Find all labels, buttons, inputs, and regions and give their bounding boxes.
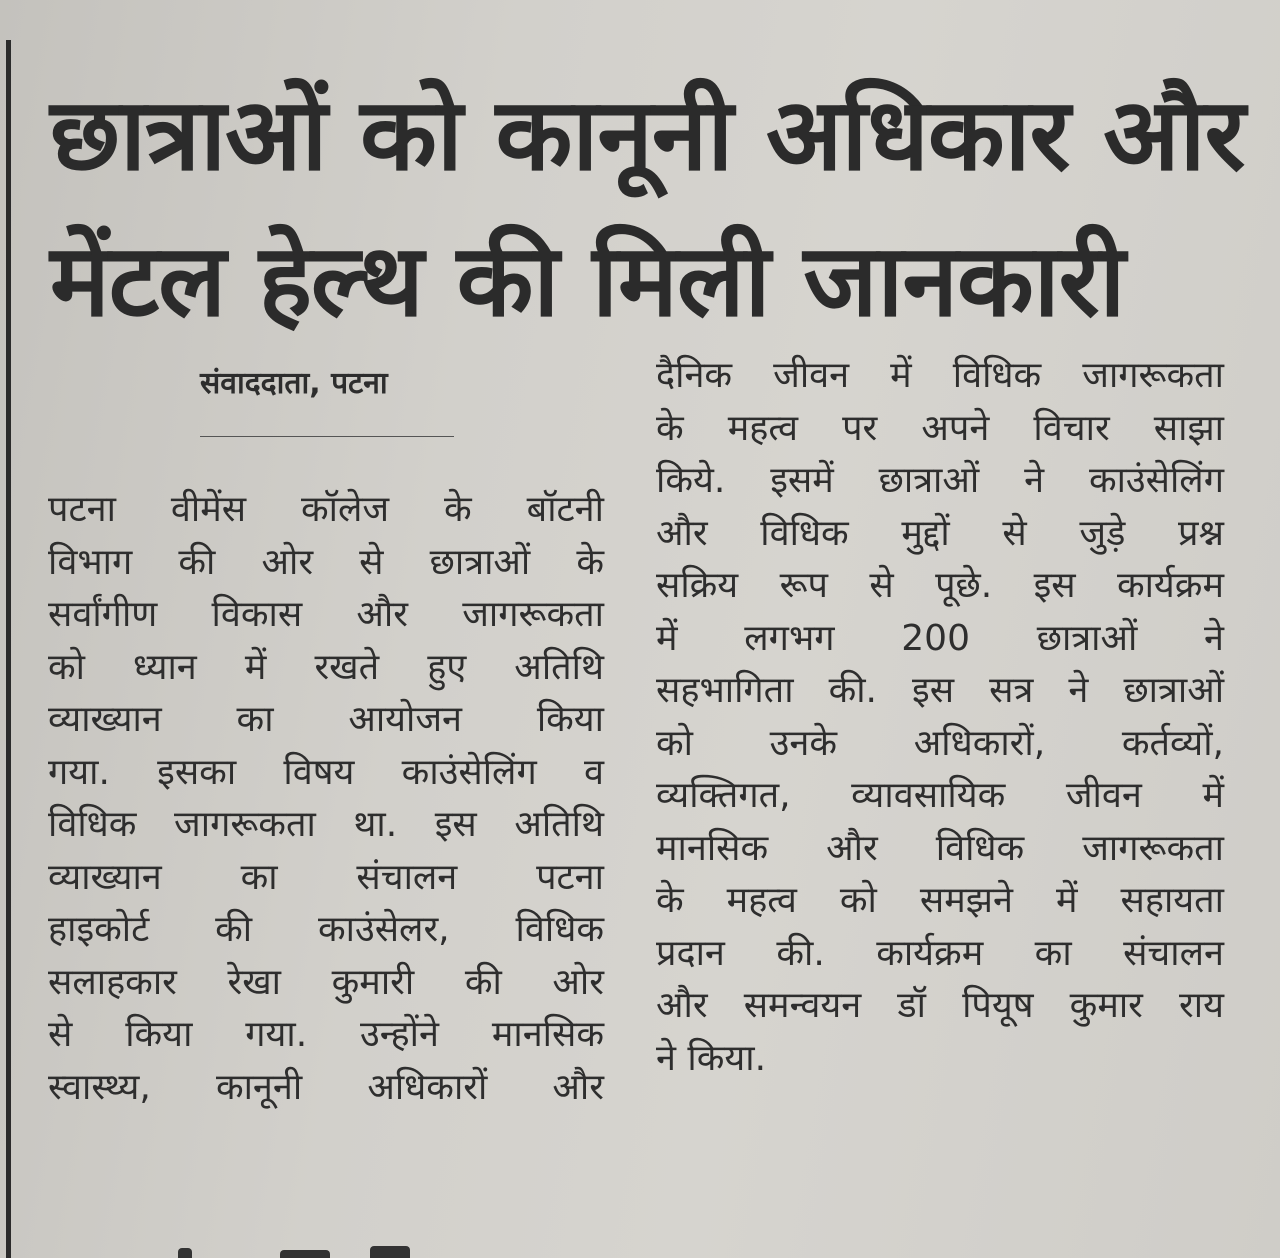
text-line: से किया गया. उन्होंने मानसिक (48, 1014, 604, 1055)
text-line: किये. इसमें छात्राओं ने काउंसेलिंग (656, 460, 1224, 501)
text-line: गया. इसका विषय काउंसेलिंग व (48, 751, 604, 793)
text-line: विधिक जागरूकता था. इस अतिथि (48, 804, 604, 845)
text-line: व्याख्यान का संचालन पटना (48, 856, 604, 898)
text-line: स्वास्थ्य, कानूनी अधिकारों और (48, 1066, 604, 1108)
text-line: ने किया. (656, 1037, 767, 1079)
text-line: के महत्व को समझने में सहायता (656, 880, 1224, 921)
text-line: सक्रिय रूप से पूछे. इस कार्यक्रम (656, 565, 1224, 606)
article-column-left (48, 484, 604, 1114)
byline-underline (200, 436, 454, 437)
headline-line-1: छात्राओं को कानूनी अधिकार और (50, 76, 1245, 193)
text-line: प्रदान की. कार्यक्रम का संचालन (656, 932, 1224, 974)
text-line: में लगभग 200 छात्राओं ने (656, 617, 1224, 659)
text-line: सहभागिता की. इस सत्र ने छात्राओं (656, 670, 1224, 711)
text-line: सलाहकार रेखा कुमारी की ओर (48, 961, 604, 1003)
text-line: व्याख्यान का आयोजन किया (48, 699, 604, 740)
next-article-cutoff (160, 1238, 460, 1258)
text-line: के महत्व पर अपने विचार साझा (656, 407, 1224, 449)
text-line: पटना वीमेंस कॉलेज के बॉटनी (48, 489, 604, 530)
headline-line-2: मेंटल हेल्थ की मिली जानकारी (50, 222, 1125, 339)
byline: संवाददाता, पटना (200, 366, 388, 401)
article-column-right (656, 350, 1224, 1085)
text-line: विभाग की ओर से छात्राओं के (48, 541, 604, 583)
text-line: मानसिक और विधिक जागरूकता (656, 827, 1224, 869)
text-line: दैनिक जीवन में विधिक जागरूकता (656, 355, 1224, 396)
column-divider-rule (6, 40, 11, 1258)
text-line: और समन्वयन डॉ पियूष कुमार राय (656, 985, 1224, 1026)
text-line: हाइकोर्ट की काउंसेलर, विधिक (48, 909, 604, 950)
text-line: व्यक्तिगत, व्यावसायिक जीवन में (656, 775, 1224, 816)
text-line: सर्वांगीण विकास और जागरूकता (48, 594, 604, 635)
text-line: को ध्यान में रखते हुए अतिथि (48, 646, 604, 688)
headline (50, 62, 1250, 354)
text-line: को उनके अधिकारों, कर्तव्यों, (656, 722, 1224, 764)
text-line: और विधिक मुद्दों से जुड़े प्रश्न (656, 512, 1224, 554)
